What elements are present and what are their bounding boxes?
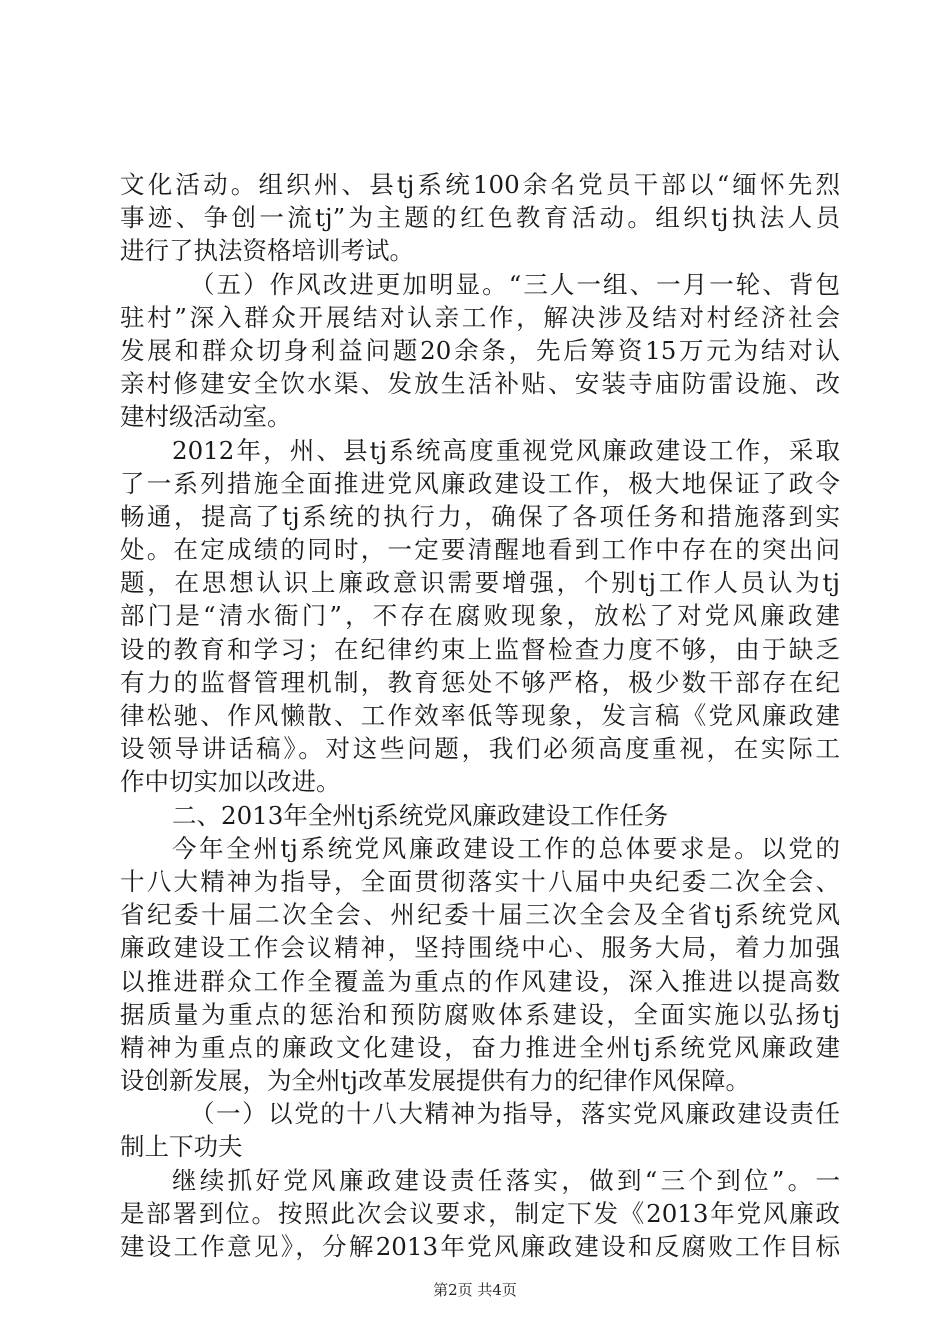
text-line: 设领导讲话稿》。对这些问题，我们必须高度重视，在实际工	[120, 734, 840, 764]
text-line: 发展和群众切身利益问题20余条，先后筹资15万元为结对认	[120, 335, 840, 365]
text-line: 律松驰、作风懒散、工作效率低等现象，发言稿《党风廉政建	[120, 701, 840, 730]
text-line: 二、2013年全州tj系统党风廉政建设工作任务	[172, 800, 669, 830]
text-line: 精神为重点的廉政文化建设，奋力推进全州tj系统党风廉政建	[120, 1032, 840, 1062]
text-line: 建村级活动室。	[120, 402, 292, 432]
text-line: 了一系列措施全面推进党风廉政建设工作，极大地保证了政令	[120, 468, 840, 498]
text-line: 畅通，提高了tj系统的执行力，确保了各项任务和措施落到实	[120, 501, 840, 531]
text-line: 继续抓好党风廉政建设责任落实，做到“三个到位”。一	[172, 1165, 840, 1195]
text-line: 有力的监督管理机制，教育惩处不够严格，极少数干部存在纪	[120, 667, 840, 697]
text-line: 部门是“清水衙门”，不存在腐败现象，放松了对党风廉政建	[120, 601, 840, 631]
text-line: 以推进群众工作全覆盖为重点的作风建设，深入推进以提高数	[120, 966, 840, 996]
text-line: 设创新发展，为全州tj改革发展提供有力的纪律作风保障。	[120, 1066, 750, 1096]
text-line: （五）作风改进更加明显。“三人一组、一月一轮、背包	[190, 269, 840, 299]
text-line: 亲村修建安全饮水渠、发放生活补贴、安装寺庙防雷设施、改	[120, 369, 840, 399]
text-line: 驻村”深入群众开展结对认亲工作，解决涉及结对村经济社会	[120, 302, 840, 332]
text-line: 省纪委十届二次全会、州纪委十届三次全会及全省tj系统党风	[120, 900, 840, 930]
text-line: 作中切实加以改进。	[120, 767, 341, 797]
text-line: 廉政建设工作会议精神，坚持围绕中心、服务大局，着力加强	[120, 933, 840, 963]
text-line: 今年全州tj系统党风廉政建设工作的总体要求是。以党的	[172, 833, 840, 863]
text-line: 处。在定成绩的同时，一定要清醒地看到工作中存在的突出问	[120, 535, 840, 565]
text-line: 进行了执法资格培训考试。	[120, 236, 414, 266]
text-line: 2012年，州、县tj系统高度重视党风廉政建设工作，采取	[172, 435, 840, 465]
text-line: （一）以党的十八大精神为指导，落实党风廉政建设责任	[190, 1099, 840, 1129]
text-line: 建设工作意见》，分解2013年党风廉政建设和反腐败工作目标	[120, 1232, 840, 1261]
text-line: 是部署到位。按照此次会议要求，制定下发《2013年党风廉政	[120, 1198, 840, 1228]
text-line: 题，在思想认识上廉政意识需要增强，个别tj工作人员认为tj	[120, 568, 840, 598]
text-line: 文化活动。组织州、县tj系统100余名党员干部以“缅怀先烈	[120, 170, 840, 199]
text-line: 制上下功夫	[120, 1132, 243, 1162]
text-line: 事迹、争创一流tj”为主题的红色教育活动。组织tj执法人员	[120, 203, 840, 233]
body-text	[120, 168, 840, 1263]
text-line: 十八大精神为指导，全面贯彻落实十八届中央纪委二次全会、	[120, 866, 840, 896]
text-line: 设的教育和学习；在纪律约束上监督检查力度不够，由于缺乏	[120, 634, 840, 664]
text-line: 据质量为重点的惩治和预防腐败体系建设，全面实施以弘扬tj	[120, 999, 840, 1029]
page-footer: 第2页 共4页	[433, 1281, 517, 1299]
